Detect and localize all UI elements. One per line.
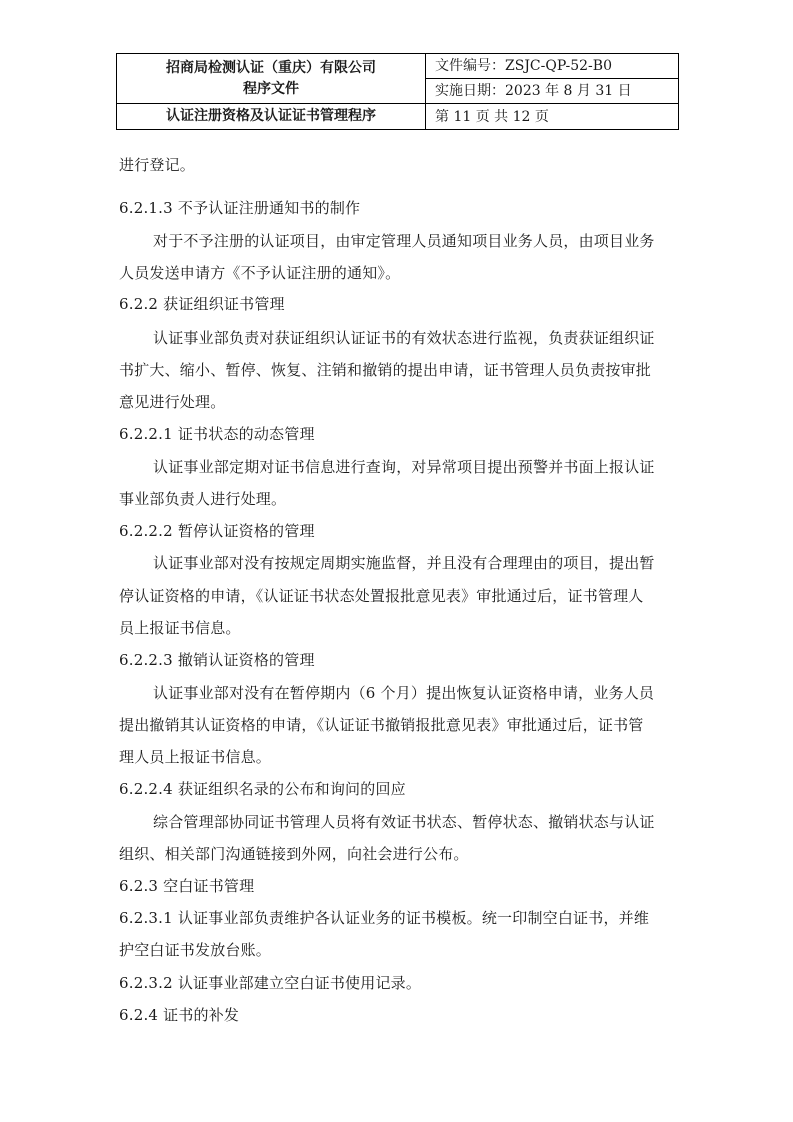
text-line: 认证事业部对没有按规定周期实施监督，并且没有合理理由的项目，提出暂 <box>153 554 655 572</box>
section-heading: 6.2.2 获证组织证书管理 <box>119 295 285 313</box>
text-line: 综合管理部协同证书管理人员将有效证书状态、暂停状态、撤销状态与认证 <box>153 813 655 831</box>
text-line: 认证事业部负责对获证组织认证证书的有效状态进行监视，负责获证组织证 <box>153 329 655 347</box>
document-type: 程序文件 <box>243 80 299 97</box>
section-heading: 6.2.4 证书的补发 <box>119 1006 240 1024</box>
procedure-title: 认证注册资格及认证证书管理程序 <box>117 104 426 130</box>
text-line: 意见进行处理。 <box>119 393 226 411</box>
text-line: 进行登记。 <box>119 156 196 174</box>
text-line: 停认证资格的申请，《认证证书状态处置报批意见表》审批通过后，证书管理人 <box>119 587 644 605</box>
section-heading: 6.2.2.3 撤销认证资格的管理 <box>119 651 315 669</box>
section-heading: 6.2.2.1 证书状态的动态管理 <box>119 425 315 443</box>
implementation-date: 实施日期：2023 年 8 月 31 日 <box>426 79 679 104</box>
text-line: 书扩大、缩小、暂停、恢复、注销和撤销的提出申请，证书管理人员负责按审批 <box>119 361 652 379</box>
text-line: 认证事业部定期对证书信息进行查询，对异常项目提出预警并书面上报认证 <box>153 458 655 476</box>
section-heading: 6.2.3 空白证书管理 <box>119 877 255 895</box>
document-number: 文件编号：ZSJC-QP-52-B0 <box>426 54 679 79</box>
text-line: 对于不予注册的认证项目，由审定管理人员通知项目业务人员，由项目业务 <box>153 232 655 250</box>
section-heading: 6.2.2.2 暂停认证资格的管理 <box>119 522 315 540</box>
text-line: 6.2.3.1 认证事业部负责维护各认证业务的证书模板。统一印制空白证书，并维 <box>119 909 650 927</box>
section-heading: 6.2.2.4 获证组织名录的公布和询问的回应 <box>119 780 406 798</box>
text-line: 事业部负责人进行处理。 <box>119 490 287 508</box>
text-line: 提出撤销其认证资格的申请，《认证证书撤销报批意见表》审批通过后，证书管 <box>119 716 644 734</box>
page-indicator: 第 11 页 共 12 页 <box>426 104 679 130</box>
text-line: 护空白证书发放台账。 <box>119 941 272 959</box>
section-heading: 6.2.1.3 不予认证注册通知书的制作 <box>119 199 361 217</box>
section-heading: 6.2.3.2 认证事业部建立空白证书使用记录。 <box>119 974 422 992</box>
text-line: 员上报证书信息。 <box>119 619 241 637</box>
text-line: 认证事业部对没有在暂停期内（6 个月）提出恢复认证资格申请，业务人员 <box>153 684 655 702</box>
text-line: 理人员上报证书信息。 <box>119 748 272 766</box>
organization-name: 招商局检测认证（重庆）有限公司 <box>166 59 376 76</box>
organization-name-cell <box>117 54 426 104</box>
text-line: 组织、相关部门沟通链接到外网，向社会进行公布。 <box>119 845 469 863</box>
document-header <box>116 53 679 130</box>
text-line: 人员发送申请方《不予认证注册的通知》。 <box>119 264 401 282</box>
